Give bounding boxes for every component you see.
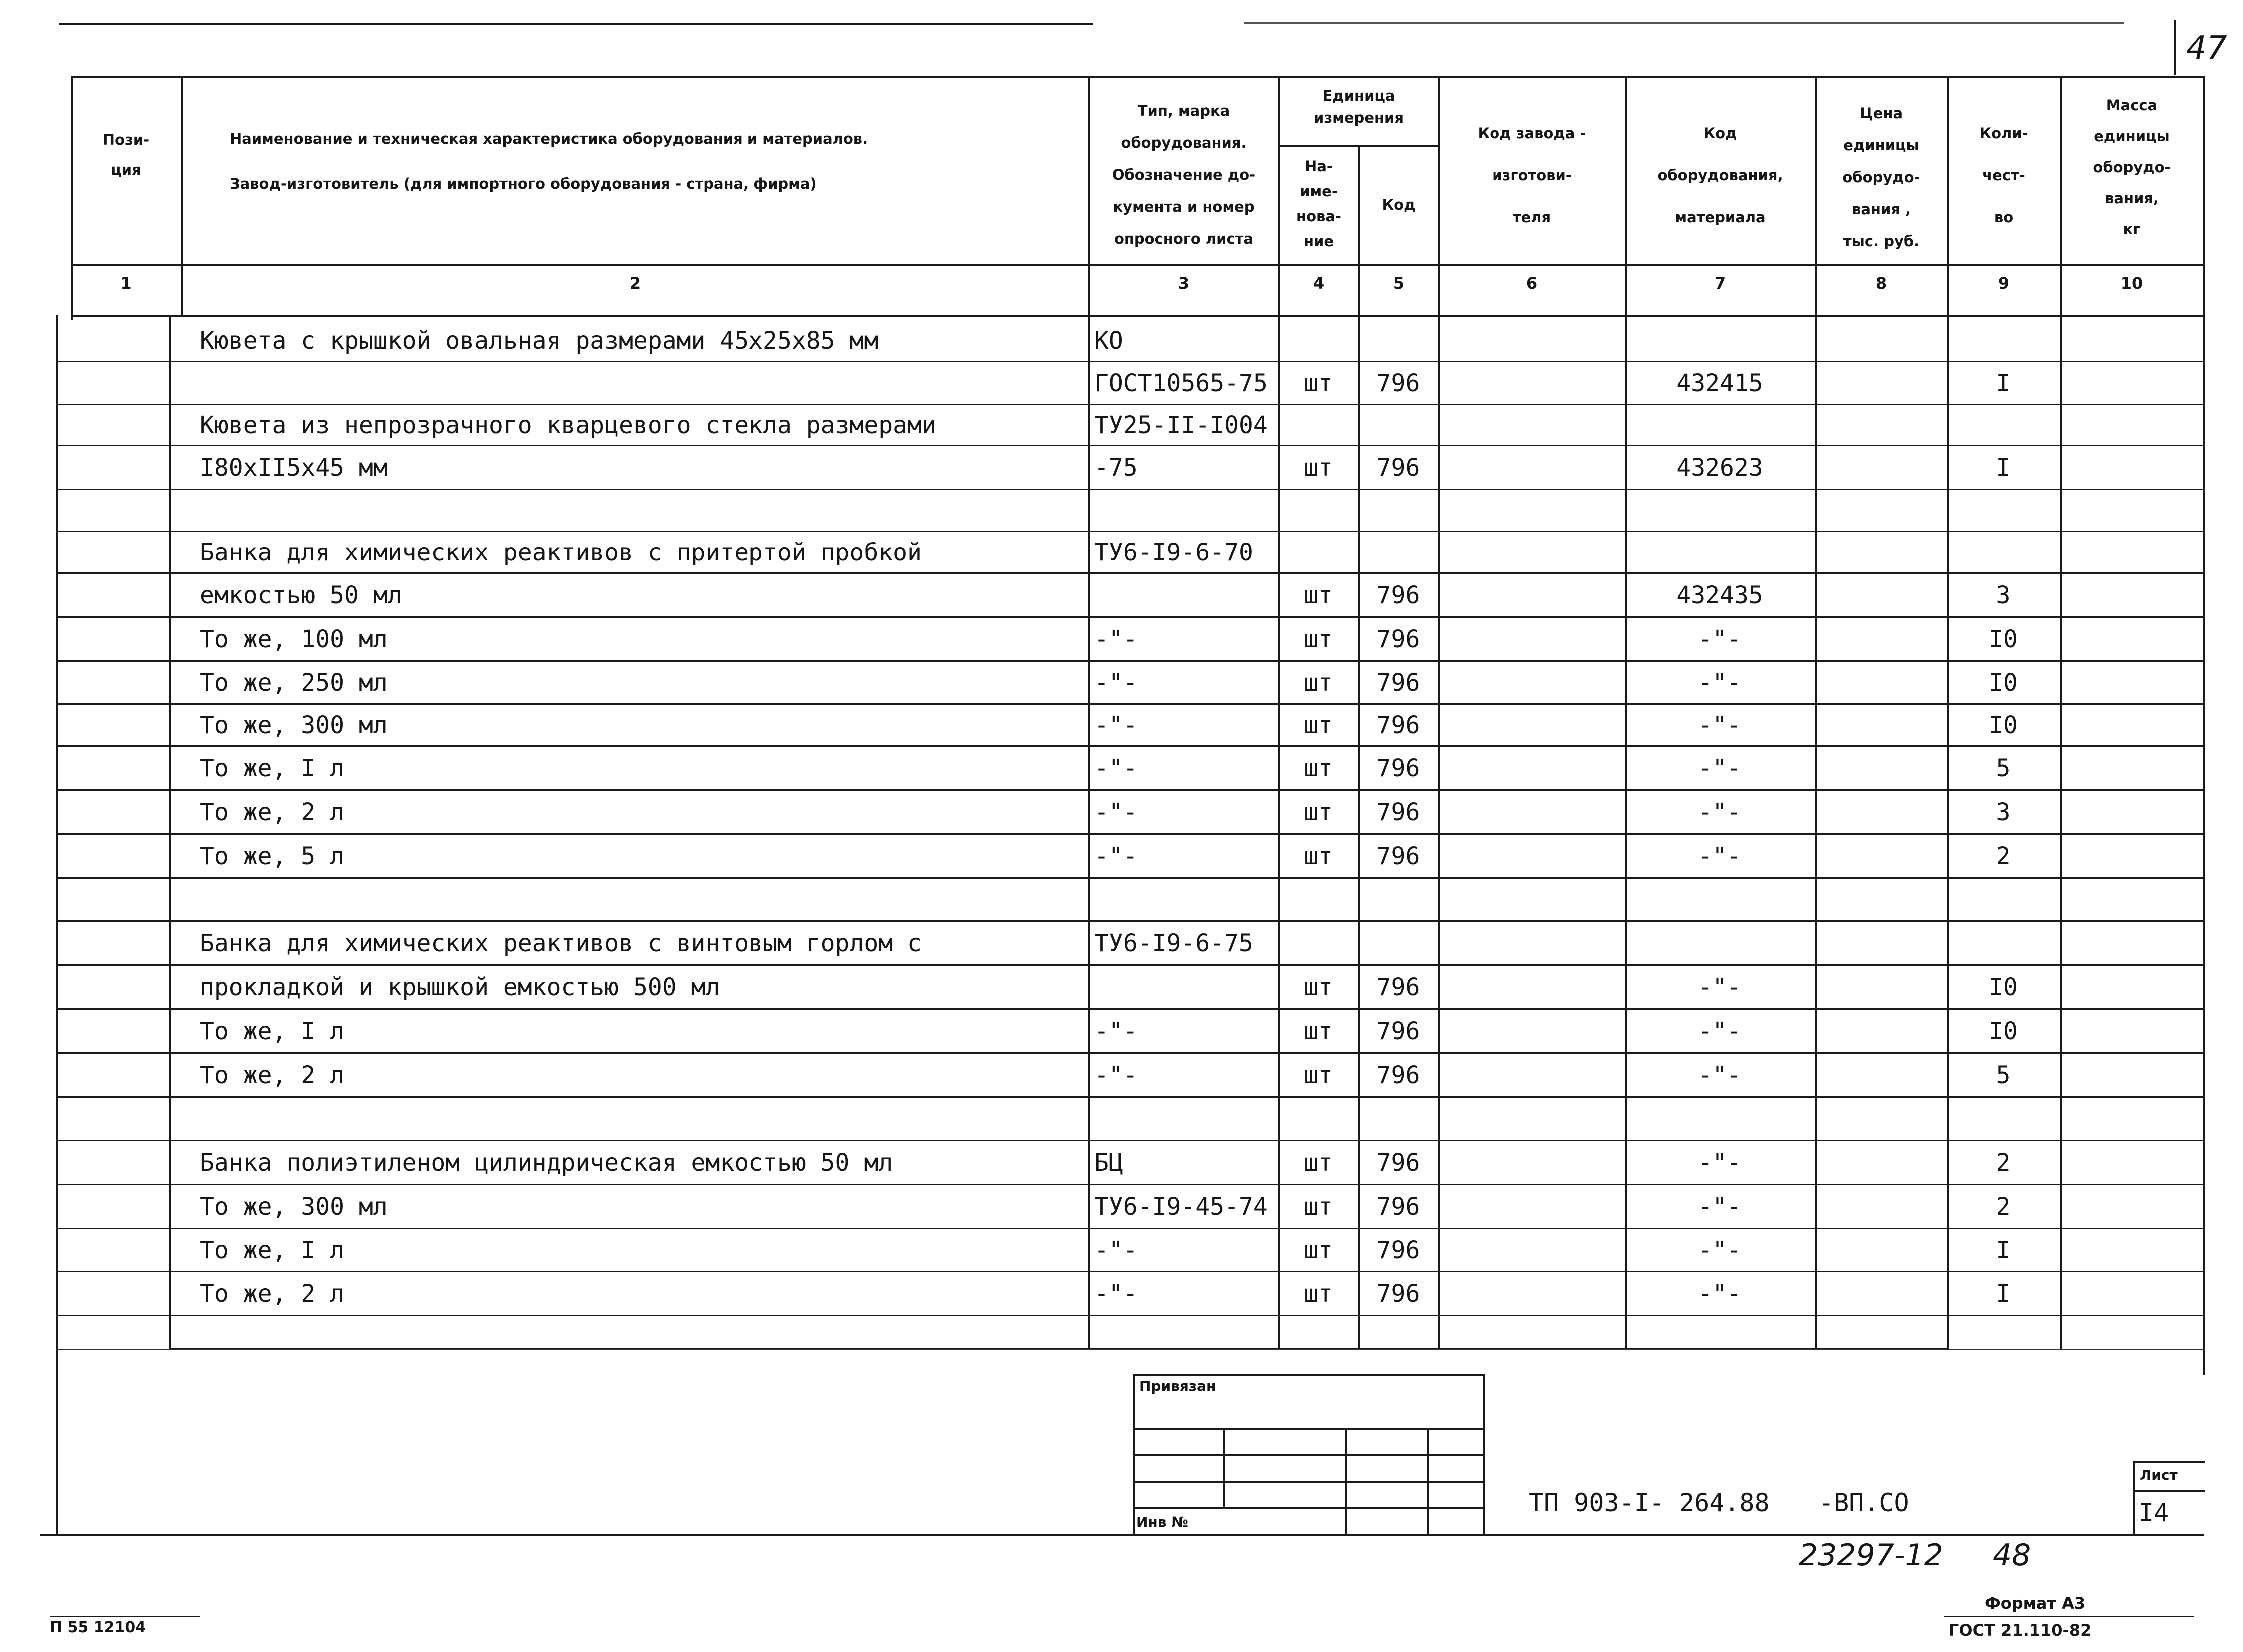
header-col4-line2: име- (1300, 183, 1338, 200)
cell-qty: I0 (1989, 711, 2018, 739)
cell-name: То же, 2 л (200, 798, 344, 826)
cell-name: То же, 5 л (200, 842, 344, 870)
cell-qty: I (1996, 369, 2011, 397)
header-col2 (230, 124, 1079, 199)
header-col1-line1: Пози- (102, 131, 150, 148)
cell-code: 796 (1376, 973, 1420, 1001)
cell-qty: I (1996, 1236, 2011, 1264)
cell-unit: шт (1304, 1149, 1333, 1177)
header-col10-line1: Масса (2106, 97, 2158, 114)
cell-code: 796 (1376, 454, 1420, 482)
cell-type: -"- (1094, 669, 1138, 697)
handwritten-page: 48 (1993, 1538, 2031, 1573)
cell-code: 796 (1376, 798, 1420, 826)
cell-unit: шт (1304, 1280, 1333, 1308)
cell-code: 796 (1376, 669, 1420, 697)
header-unit-group-line1: Единица (1322, 87, 1395, 104)
cell-unit: шт (1304, 454, 1333, 482)
header-col6-line1: Код завода - (1478, 125, 1586, 142)
row-divider (56, 1315, 2205, 1316)
cell-code: 796 (1376, 754, 1420, 782)
cell-type: ТУ6-I9-6-70 (1094, 539, 1253, 566)
cell-type: БЦ (1094, 1149, 1123, 1177)
cell-name: То же, I л (200, 1017, 344, 1045)
header-col10-line4: вания, (2105, 190, 2159, 207)
cell-qty: I0 (1989, 669, 2018, 697)
cell-unit: шт (1304, 625, 1333, 653)
header-col9 (1949, 112, 2059, 238)
cell-name: То же, I л (200, 1236, 344, 1264)
table-row (0, 1097, 2243, 1141)
left-code: П 55 12104 (50, 1619, 146, 1636)
header-col6 (1440, 112, 1624, 238)
cell-qty: I0 (1989, 625, 2018, 653)
header-col6-line2: изготови- (1492, 167, 1572, 184)
cell-code: 796 (1376, 581, 1420, 609)
cell-name: То же, 2 л (200, 1280, 344, 1308)
header-col1 (72, 125, 180, 185)
cell-material-code: -"- (1698, 711, 1742, 739)
cell-qty: 2 (1996, 1149, 2011, 1177)
inv-no-label: Инв № (1136, 1514, 1188, 1530)
cell-name: То же, 2 л (200, 1061, 344, 1089)
cell-qty: I0 (1989, 973, 2018, 1001)
cell-material-code: -"- (1698, 625, 1742, 653)
cell-type: ТУ6-I9-45-74 (1094, 1193, 1268, 1221)
col-num-2: 2 (629, 274, 641, 293)
header-col10 (2062, 90, 2202, 245)
cell-type: -"- (1094, 1017, 1138, 1045)
cell-unit: шт (1304, 581, 1333, 609)
list-number: I4 (2139, 1498, 2169, 1527)
cell-material-code: 432435 (1676, 581, 1763, 609)
cell-name: I80xII5x45 мм (200, 454, 388, 482)
cell-unit: шт (1304, 669, 1333, 697)
header-col8-line1: Цена (1859, 105, 1903, 122)
cell-material-code: -"- (1698, 1149, 1742, 1177)
gost-label: ГОСТ 21.110-82 (1949, 1621, 2092, 1640)
col-num-5: 5 (1393, 274, 1405, 293)
sheet-bottom (40, 1534, 2204, 1536)
header-col4-line4: ние (1303, 233, 1334, 250)
header-col3-line2: оборудования. (1121, 134, 1247, 151)
header-col10-line2: единицы (2094, 128, 2170, 145)
cell-name: Банка для химических реактивов с винтовым горлом с (200, 929, 922, 957)
header-bottom (71, 264, 2205, 266)
header-unit-group-line2: измерения (1314, 109, 1404, 126)
table-row (0, 490, 2243, 532)
header-col5: Код (1382, 196, 1416, 213)
header-col6-line3: теля (1512, 209, 1551, 226)
cell-unit: шт (1304, 1017, 1333, 1045)
header-col3-line1: Тип, марка (1137, 102, 1230, 119)
cell-material-code: -"- (1698, 1280, 1742, 1308)
header-col8-line2: единицы (1843, 137, 1919, 154)
top-rule (59, 23, 1093, 25)
col-num-4: 4 (1313, 274, 1325, 293)
cell-code: 796 (1376, 1280, 1420, 1308)
cell-type: -"- (1094, 842, 1138, 870)
cell-type: -"- (1094, 754, 1138, 782)
priv-v1 (1223, 1428, 1225, 1508)
sheet-box-left (2133, 1461, 2135, 1536)
cell-unit: шт (1304, 1193, 1333, 1221)
cell-name: емкостью 50 мл (200, 581, 402, 609)
cell-material-code: -"- (1698, 1236, 1742, 1264)
page-box-left (2174, 20, 2176, 75)
header-col7-line3: материала (1675, 209, 1766, 226)
cell-code: 796 (1376, 1236, 1420, 1264)
cell-material-code: 432415 (1676, 369, 1763, 397)
privyazan-label: Привязан (1139, 1378, 1216, 1394)
header-col8-line4: вания , (1851, 201, 1911, 218)
cell-qty: 5 (1996, 1061, 2011, 1089)
cell-unit: шт (1304, 1236, 1333, 1264)
cell-code: 796 (1376, 1149, 1420, 1177)
cell-type: -"- (1094, 1061, 1138, 1089)
cell-code: 796 (1376, 369, 1420, 397)
cell-unit: шт (1304, 973, 1333, 1001)
header-col4-line1: На- (1305, 158, 1333, 175)
col-num-10: 10 (2120, 274, 2143, 293)
cell-code: 796 (1376, 625, 1420, 653)
cell-type: -"- (1094, 1280, 1138, 1308)
cell-material-code: -"- (1698, 1017, 1742, 1045)
cell-material-code: -"- (1698, 842, 1742, 870)
header-col7 (1627, 112, 1814, 238)
cell-code: 796 (1376, 1061, 1420, 1089)
cell-code: 796 (1376, 842, 1420, 870)
cell-material-code: 432623 (1676, 454, 1763, 482)
title-block-top (56, 1349, 2205, 1350)
bottom-right-rule (1944, 1616, 2194, 1617)
col-num-3: 3 (1178, 274, 1190, 293)
cell-material-code: -"- (1698, 973, 1742, 1001)
cell-type: ТУ25-II-I004 (1094, 411, 1268, 439)
header-col2-line2: Завод-изготовитель (для импортного оборудования - страна, фирма) (230, 175, 817, 192)
cell-qty: 5 (1996, 754, 2011, 782)
header-col9-line3: во (1994, 209, 2014, 226)
cell-unit: шт (1304, 754, 1333, 782)
sheet-box-mid (2133, 1490, 2205, 1492)
header-col3-line5: опросного листа (1114, 230, 1254, 247)
cell-unit: шт (1304, 711, 1333, 739)
cell-unit: шт (1304, 1061, 1333, 1089)
col-num-7: 7 (1714, 274, 1726, 293)
cell-type: -"- (1094, 625, 1138, 653)
header-col7-line2: оборудования, (1657, 167, 1783, 184)
cell-name: Банка полиэтиленом цилиндрическая емкостью 50 мл (200, 1149, 893, 1177)
priv-line1 (1133, 1428, 1485, 1430)
cell-qty: 2 (1996, 1193, 2011, 1221)
cell-name: То же, 300 мл (200, 1193, 388, 1221)
header-col1-line2: ция (111, 161, 141, 178)
cell-code: 796 (1376, 1017, 1420, 1045)
page-number-top: 47 (2186, 30, 2227, 67)
cell-name: То же, 250 мл (200, 669, 388, 697)
cell-code: 796 (1376, 1193, 1420, 1221)
doc-suffix: -ВП.СО (1819, 1488, 1909, 1517)
header-col3-line4: кумента и номер (1113, 198, 1255, 215)
priv-line3 (1133, 1481, 1485, 1483)
cell-name: То же, 100 мл (200, 625, 388, 653)
cell-type: КО (1094, 327, 1123, 355)
priv-v3 (1427, 1428, 1429, 1534)
cell-type: -"- (1094, 711, 1138, 739)
cell-name: То же, 300 мл (200, 711, 388, 739)
format-label: Формат А3 (1985, 1594, 2086, 1613)
col-num-1: 1 (120, 274, 132, 293)
cell-material-code: -"- (1698, 669, 1742, 697)
cell-name: Кювета с крышкой овальная размерами 45х25х85 мм (200, 327, 879, 355)
header-col8 (1817, 97, 1946, 257)
header-col3 (1090, 95, 1277, 255)
cell-qty: I (1996, 1280, 2011, 1308)
header-col9-line1: Коли- (1979, 125, 2028, 142)
header-unit-group (1280, 85, 1437, 129)
bottom-left-rule (50, 1616, 200, 1617)
cell-qty: I0 (1989, 1017, 2018, 1045)
cell-unit: шт (1304, 842, 1333, 870)
priv-line4 (1133, 1507, 1485, 1509)
header-col9-line2: чест- (1982, 167, 2025, 184)
header-col3-line3: Обозначение до- (1112, 166, 1256, 183)
priv-top (1133, 1374, 1485, 1376)
cell-type: ГОСТ10565-75 (1094, 369, 1268, 397)
cell-material-code: -"- (1698, 798, 1742, 826)
sheet-box-top (2133, 1461, 2205, 1463)
cell-type: -"- (1094, 1236, 1138, 1264)
cell-name: прокладкой и крышкой емкостью 500 мл (200, 973, 720, 1001)
cell-type: -"- (1094, 798, 1138, 826)
header-col2-line1: Наименование и техническая характеристика оборудования и материалов. (230, 130, 868, 147)
table-top (71, 76, 2205, 78)
colnum-bottom (71, 315, 2205, 317)
header-col10-line5: кг (2123, 221, 2141, 238)
cell-code: 796 (1376, 711, 1420, 739)
header-col4 (1280, 154, 1357, 254)
list-label: Лист (2140, 1467, 2178, 1483)
cell-unit: шт (1304, 798, 1333, 826)
cell-qty: 3 (1996, 581, 2011, 609)
header-col7-line1: Код (1703, 125, 1737, 142)
header-col8-line5: тыс. руб. (1843, 233, 1920, 250)
top-rule-dashed (1244, 22, 2124, 24)
cell-name: Кювета из непрозрачного кварцевого стекла размерами (200, 411, 936, 439)
priv-line2 (1133, 1454, 1485, 1456)
cell-type: -75 (1094, 454, 1138, 482)
doc-code: ТП 903-I- 264.88 (1529, 1488, 1770, 1517)
header-col4-line3: нова- (1296, 208, 1341, 225)
cell-qty: I (1996, 454, 2011, 482)
cell-name: Банка для химических реактивов с притертой пробкой (200, 539, 922, 566)
cell-type: ТУ6-I9-6-75 (1094, 929, 1253, 957)
cell-material-code: -"- (1698, 1061, 1742, 1089)
priv-v2 (1345, 1428, 1347, 1534)
col-num-6: 6 (1526, 274, 1538, 293)
col-num-9: 9 (1998, 274, 2010, 293)
cell-name: То же, I л (200, 754, 344, 782)
col-num-8: 8 (1875, 274, 1887, 293)
cell-qty: 2 (1996, 842, 2011, 870)
table-row (0, 878, 2243, 921)
cell-qty: 3 (1996, 798, 2011, 826)
cell-material-code: -"- (1698, 754, 1742, 782)
handwritten-number: 23297-12 (1799, 1538, 1943, 1573)
header-col10-line3: оборудо- (2093, 159, 2171, 176)
cell-material-code: -"- (1698, 1193, 1742, 1221)
cell-unit: шт (1304, 369, 1333, 397)
header-col8-line3: оборудо- (1842, 169, 1920, 186)
unit-group-divider (1278, 145, 1439, 147)
